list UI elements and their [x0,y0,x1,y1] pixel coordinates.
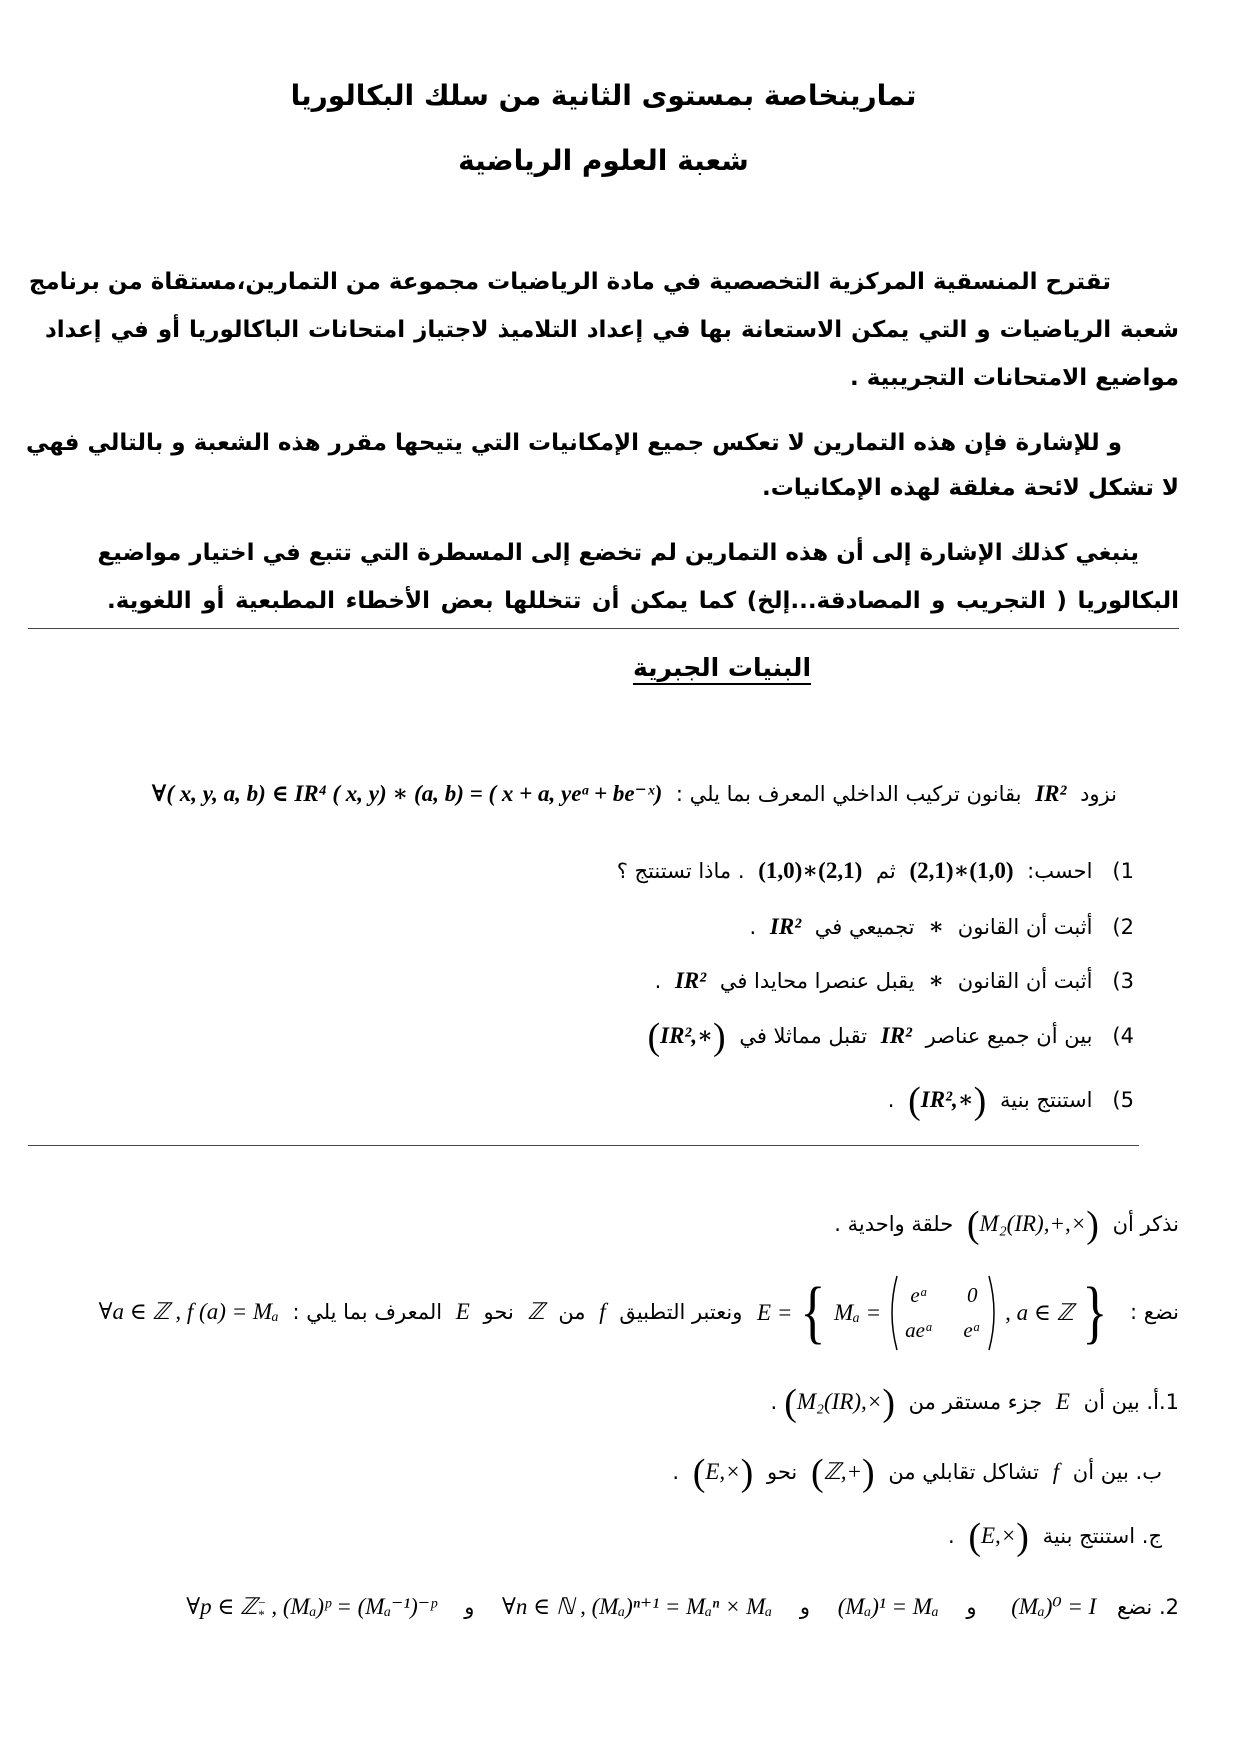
close-brace: } [1081,1274,1108,1351]
math-set-ir2: IR² [880,1023,912,1048]
paragraph-line: تقترح المنسقية المركزية التخصصية في مادة الرياضيات مجموعة من التمارين،مستقاة من برنامج [28,269,1111,295]
open-paren: ( [784,1382,797,1424]
open-paren: ( [966,1204,980,1246]
paragraph-line: البكالوريا ( التجريب و المصادقة...إلخ) كما يمكن أن تتخللها بعض الأخطاء المطبعية أو اللغوية. [107,588,1179,614]
math-symbol: f [1052,1459,1060,1484]
math-structure [968,1516,1029,1557]
math-symbol: f [599,1299,606,1324]
matrix-Ma [887,1274,999,1352]
structure-body: E,× [705,1459,741,1484]
open-brace: { [800,1274,826,1351]
matrix-cell: 0 [966,1283,978,1307]
structure-body: ℤ,+ [823,1459,863,1484]
exercise-2-question-1b [672,1452,1162,1492]
question-text: أثبت أن القانون [957,915,1093,939]
page-title: تمارينخاصة بمستوى الثانية من سلك البكالوريا [290,79,917,112]
section-title [522,648,922,688]
question-text: تقبل مماثلا في [739,1024,868,1048]
question-text: جزء مستقر من [908,1390,1043,1414]
definition-text: نحو [483,1300,514,1324]
exercise-2-set-definition [92,1264,1179,1360]
matrix-cell: eᵃ [963,1318,982,1342]
open-paren: ( [908,1080,921,1122]
definition-text: من [558,1300,586,1324]
preamble-paragraph-3 [97,529,1179,625]
matrix-grid [899,1283,987,1343]
math-expression: (2,1)∗(1,0) [909,858,1014,883]
math-set-ir2: IR² [769,914,802,939]
close-paren: ) [740,1452,754,1494]
negative-power-rest: , (Mₐ)ᵖ = (Mₐ⁻¹)⁻ᵖ [265,1594,437,1619]
question-text: نحو [767,1460,798,1484]
integers-superscript: − [258,1594,266,1610]
paragraph-line: ينبغي كذلك الإشارة إلى أن هذه التمارين لم تخضع إلى المسطرة التي تتبع في اختيار مواضيع [97,540,1139,566]
math-symbol: E [1055,1389,1070,1414]
integers-symbol: ℤ [240,1594,258,1619]
paragraph-line: و للإشارة فإن هذه التمارين لا تعكس جميع الإمكانيات التي يتيحها مقرر هذه الشعبة و بالتالي فهي [25,430,1122,456]
conjunction: و [464,1595,475,1619]
question-text: . [749,915,757,939]
close-paren: ) [882,1382,895,1424]
question-text: احسب: [1027,859,1093,883]
math-structure [647,1016,725,1057]
open-paren: ( [692,1452,706,1494]
exercise-1-question-5 [888,1080,1134,1120]
page-subtitle: شعبة العلوم الرياضية [458,144,749,177]
math-structure [784,1382,895,1423]
section-title-text: البنيات الجبرية [632,653,812,682]
exercise-1-question-1 [617,851,1134,891]
question-text: 1.أ. بين أن [1083,1390,1179,1414]
math-operator: ∗ [928,914,945,939]
open-paren: ( [810,1452,824,1494]
math-symbol: E [455,1299,470,1324]
exercise-2-question-1a [771,1382,1179,1422]
question-text: . ماذا تستنتج ؟ [616,859,745,883]
question-text: ج. استنتج بنية [1042,1524,1162,1548]
math-symbol: ℤ [527,1299,545,1324]
exercise-2-question-2 [179,1587,1179,1627]
exercise-2-recall [834,1204,1179,1244]
close-paren: ) [1086,1204,1099,1246]
exercise-1-intro [145,774,1117,814]
question-number: 5) [1112,1088,1134,1112]
math-ring [967,1204,1099,1245]
question-text: تشاكل تقابلي من [888,1460,1039,1484]
integers-sup-sub [258,1594,266,1622]
question-number: 2) [1112,915,1134,939]
divider [28,1145,1139,1146]
question-text: 2. نضع [1117,1595,1179,1619]
preamble-paragraph-2 [25,421,1179,511]
structure-body: IR²,∗ [660,1023,713,1048]
open-paren: ( [647,1016,661,1058]
question-text: استنتج بنية [999,1088,1093,1112]
question-number: 1) [1112,859,1134,883]
question-text: . [947,1524,955,1548]
question-text: تجميعي في [814,915,915,939]
integers-subscript: * [258,1606,265,1622]
close-paren: ) [973,1080,987,1122]
math-power-one: (Mₐ)¹ = Mₐ [837,1594,939,1619]
structure-body: E,× [980,1523,1017,1548]
math-expression: (1,0)∗(2,1) [758,858,863,883]
intro-text: نزود [1080,782,1117,806]
structure-body: IR²,∗ [920,1087,974,1112]
math-map-definition: ∀a ∈ ℤ , f (a) = Mₐ [98,1299,279,1324]
paragraph-line: شعبة الرياضيات و التي يمكن الاستعانة بها في إعداد التلاميذ لاجتياز امتحانات الباكالوريا أو في إعداد [45,317,1179,343]
math-power-recursion: ∀n ∈ ℕ , (Mₐ)ⁿ⁺¹ = Mₐⁿ × Mₐ [502,1594,773,1619]
close-paren: ) [1016,1516,1029,1558]
close-paren: ) [862,1452,875,1494]
divider [28,628,1179,629]
matrix-right-paren [987,1274,999,1352]
definition-text: ونعتبر التطبيق [619,1300,743,1324]
math-set-ir2: IR² [1035,781,1067,806]
definition-text: المعرف بما يلي : [292,1300,443,1324]
conjunction: و [799,1595,810,1619]
ring-body: M₂(IR),+,× [979,1211,1087,1236]
paragraph-line: لا تشكل لائحة مغلقة لهذه الإمكانيات. [762,475,1179,501]
forall-text: ∀p ∈ [186,1594,241,1619]
intro-text: بقانون تركيب الداخلي المعرف بما يلي : [675,782,1022,806]
math-structure [693,1452,754,1493]
preamble-paragraph-1 [28,258,1179,402]
math-operator: ∗ [928,968,945,993]
exercise-1-question-2 [750,907,1134,947]
structure-body: M₂(IR),× [796,1389,883,1414]
math-structure [811,1452,875,1493]
matrix-left-paren [887,1274,899,1352]
definition-text: نضع : [1130,1300,1179,1324]
math-law-definition: ∀( x, y, a, b) ∈ IR⁴ ( x, y) ∗ (a, b) = ( x + a, yeᵃ + be⁻ˣ) [151,781,663,806]
matrix-cell: aeᵃ [905,1318,934,1342]
exercise-1-question-4 [640,1016,1134,1056]
question-text: . [770,1390,778,1414]
set-E [757,1274,1115,1352]
math-negative-power [186,1587,436,1627]
math-power-zero: (Mₐ)⁰ = I [1011,1594,1097,1619]
question-text: بين أن جميع عناصر [925,1024,1093,1048]
math-structure [908,1080,986,1121]
set-element: Mₐ = [833,1300,882,1325]
question-text: ب. بين أن [1072,1460,1162,1484]
question-text: يقبل عنصرا محايدا في [719,969,915,993]
question-text: أثبت أن القانون [957,969,1093,993]
question-number: 4) [1112,1024,1134,1048]
exercise-1-question-3 [655,961,1134,1001]
math-set-ir2: IR² [674,968,707,993]
open-paren: ( [968,1516,981,1558]
exercise-2-question-1c [948,1516,1162,1556]
paragraph-line: مواضيع الامتحانات التجريبية . [849,365,1179,391]
recall-text: حلقة واحدية . [834,1212,954,1236]
question-number: 3) [1112,969,1134,993]
question-text: . [887,1088,895,1112]
matrix-cell: eᵃ [910,1283,929,1307]
set-lhs: E = [757,1300,793,1325]
question-text: ثم [875,859,896,883]
question-text: . [654,969,662,993]
set-condition: , a ∈ ℤ [1005,1300,1074,1325]
recall-text: نذكر أن [1112,1212,1179,1236]
conjunction: و [966,1595,977,1619]
question-text: . [672,1460,679,1484]
close-paren: ) [712,1016,726,1058]
